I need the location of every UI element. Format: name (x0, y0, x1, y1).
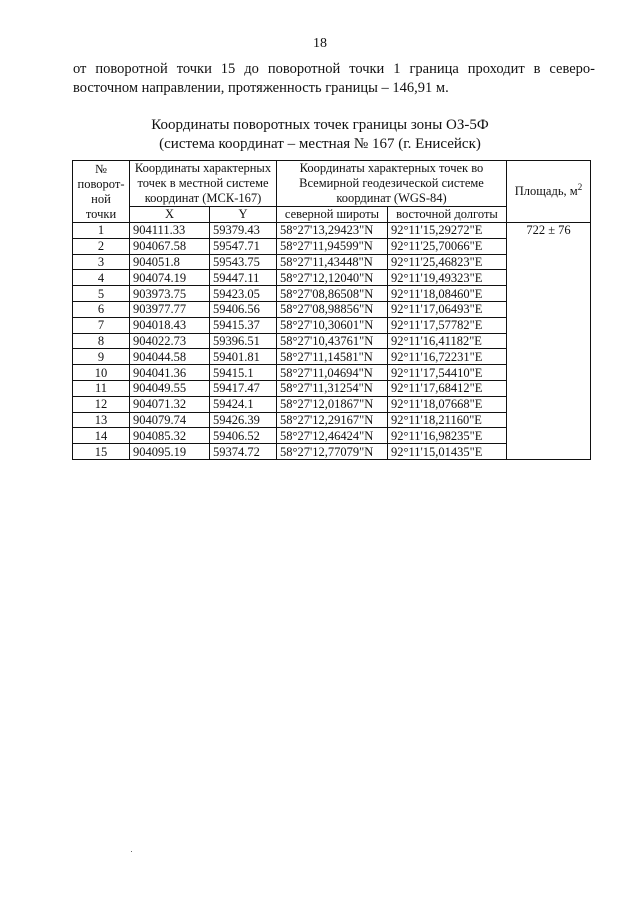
point-number-cell: 5 (73, 286, 130, 302)
header-local-coords: Координаты характерных точек в местной системе координат (МСК-167) (130, 161, 277, 207)
x-cell: 904051.8 (130, 254, 210, 270)
y-cell: 59447.11 (210, 270, 277, 286)
table-row (73, 223, 591, 239)
longitude-cell: 92°11'18,21160"E (388, 412, 507, 428)
longitude-cell: 92°11'17,06493"E (388, 301, 507, 317)
point-number-cell: 12 (73, 396, 130, 412)
x-cell: 904071.32 (130, 396, 210, 412)
latitude-cell: 58°27'12,46424"N (277, 428, 388, 444)
y-cell: 59424.1 (210, 396, 277, 412)
latitude-cell: 58°27'11,31254"N (277, 380, 388, 396)
point-number-cell: 2 (73, 238, 130, 254)
intro-paragraph: от поворотной точки 15 до поворотной точки 1 граница проходит в северо-восточном направлении, протяженность границы – 146,91 м. (73, 61, 595, 96)
longitude-cell: 92°11'15,29272"E (388, 223, 507, 239)
y-cell: 59415.1 (210, 365, 277, 381)
point-number-cell: 14 (73, 428, 130, 444)
table-heading-line-1: Координаты поворотных точек границы зоны ОЗ-5Ф (151, 117, 489, 133)
latitude-cell: 58°27'08,98856"N (277, 301, 388, 317)
x-cell: 904111.33 (130, 223, 210, 239)
y-cell: 59415.37 (210, 317, 277, 333)
point-number-cell: 4 (73, 270, 130, 286)
header-area (507, 161, 591, 223)
y-cell: 59379.43 (210, 223, 277, 239)
point-number-cell: 3 (73, 254, 130, 270)
point-number-cell: 10 (73, 365, 130, 381)
table-body (73, 223, 591, 460)
y-cell: 59396.51 (210, 333, 277, 349)
latitude-cell: 58°27'11,04694"N (277, 365, 388, 381)
latitude-cell: 58°27'08,86508"N (277, 286, 388, 302)
point-number-cell: 13 (73, 412, 130, 428)
y-cell: 59406.52 (210, 428, 277, 444)
x-cell: 904074.19 (130, 270, 210, 286)
point-number-cell: 1 (73, 223, 130, 239)
header-point-number: № поворот-ной точки (73, 161, 130, 223)
x-cell: 903977.77 (130, 301, 210, 317)
page-number: 18 (313, 36, 327, 51)
latitude-cell: 58°27'13,29423"N (277, 223, 388, 239)
x-cell: 904041.36 (130, 365, 210, 381)
latitude-cell: 58°27'12,01867"N (277, 396, 388, 412)
header-area-unit-power: 2 (577, 181, 583, 192)
longitude-cell: 92°11'19,49323"E (388, 270, 507, 286)
point-number-cell: 7 (73, 317, 130, 333)
point-number-cell: 6 (73, 301, 130, 317)
point-number-cell: 15 (73, 444, 130, 460)
latitude-cell: 58°27'10,30601"N (277, 317, 388, 333)
x-cell: 904018.43 (130, 317, 210, 333)
area-cell: 722 ± 76 (507, 223, 591, 460)
longitude-cell: 92°11'25,46823"E (388, 254, 507, 270)
x-cell: 904067.58 (130, 238, 210, 254)
latitude-cell: 58°27'10,43761"N (277, 333, 388, 349)
y-cell: 59401.81 (210, 349, 277, 365)
header-row (73, 161, 591, 207)
y-cell: 59374.72 (210, 444, 277, 460)
point-number-cell: 9 (73, 349, 130, 365)
longitude-cell: 92°11'15,01435"E (388, 444, 507, 460)
point-number-cell: 11 (73, 380, 130, 396)
x-cell: 904079.74 (130, 412, 210, 428)
header-latitude: северной широты (277, 207, 388, 223)
header-area-label: Площадь, м (514, 184, 578, 198)
latitude-cell: 58°27'11,14581"N (277, 349, 388, 365)
y-cell: 59543.75 (210, 254, 277, 270)
header-y: Y (210, 207, 277, 223)
latitude-cell: 58°27'12,12040"N (277, 270, 388, 286)
longitude-cell: 92°11'16,72231"E (388, 349, 507, 365)
longitude-cell: 92°11'18,07668"E (388, 396, 507, 412)
table-heading (0, 116, 640, 154)
x-cell: 903973.75 (130, 286, 210, 302)
latitude-cell: 58°27'12,29167"N (277, 412, 388, 428)
longitude-cell: 92°11'17,57782"E (388, 317, 507, 333)
y-cell: 59426.39 (210, 412, 277, 428)
latitude-cell: 58°27'11,94599"N (277, 238, 388, 254)
longitude-cell: 92°11'25,70066"E (388, 238, 507, 254)
longitude-cell: 92°11'17,54410"E (388, 365, 507, 381)
y-cell: 59423.05 (210, 286, 277, 302)
scan-speck (131, 851, 132, 852)
x-cell: 904022.73 (130, 333, 210, 349)
longitude-cell: 92°11'17,68412"E (388, 380, 507, 396)
x-cell: 904085.32 (130, 428, 210, 444)
x-cell: 904044.58 (130, 349, 210, 365)
latitude-cell: 58°27'11,43448"N (277, 254, 388, 270)
y-cell: 59547.71 (210, 238, 277, 254)
longitude-cell: 92°11'18,08460"E (388, 286, 507, 302)
x-cell: 904095.19 (130, 444, 210, 460)
point-number-cell: 8 (73, 333, 130, 349)
x-cell: 904049.55 (130, 380, 210, 396)
y-cell: 59406.56 (210, 301, 277, 317)
longitude-cell: 92°11'16,98235"E (388, 428, 507, 444)
coordinates-table (72, 160, 591, 460)
header-wgs-coords: Координаты характерных точек во Всемирной геодезической системе координат (WGS-84) (277, 161, 507, 207)
table-heading-line-2: (система координат – местная № 167 (г. Енисейск) (159, 136, 481, 152)
header-longitude: восточной долготы (388, 207, 507, 223)
longitude-cell: 92°11'16,41182"E (388, 333, 507, 349)
header-x: X (130, 207, 210, 223)
y-cell: 59417.47 (210, 380, 277, 396)
latitude-cell: 58°27'12,77079"N (277, 444, 388, 460)
